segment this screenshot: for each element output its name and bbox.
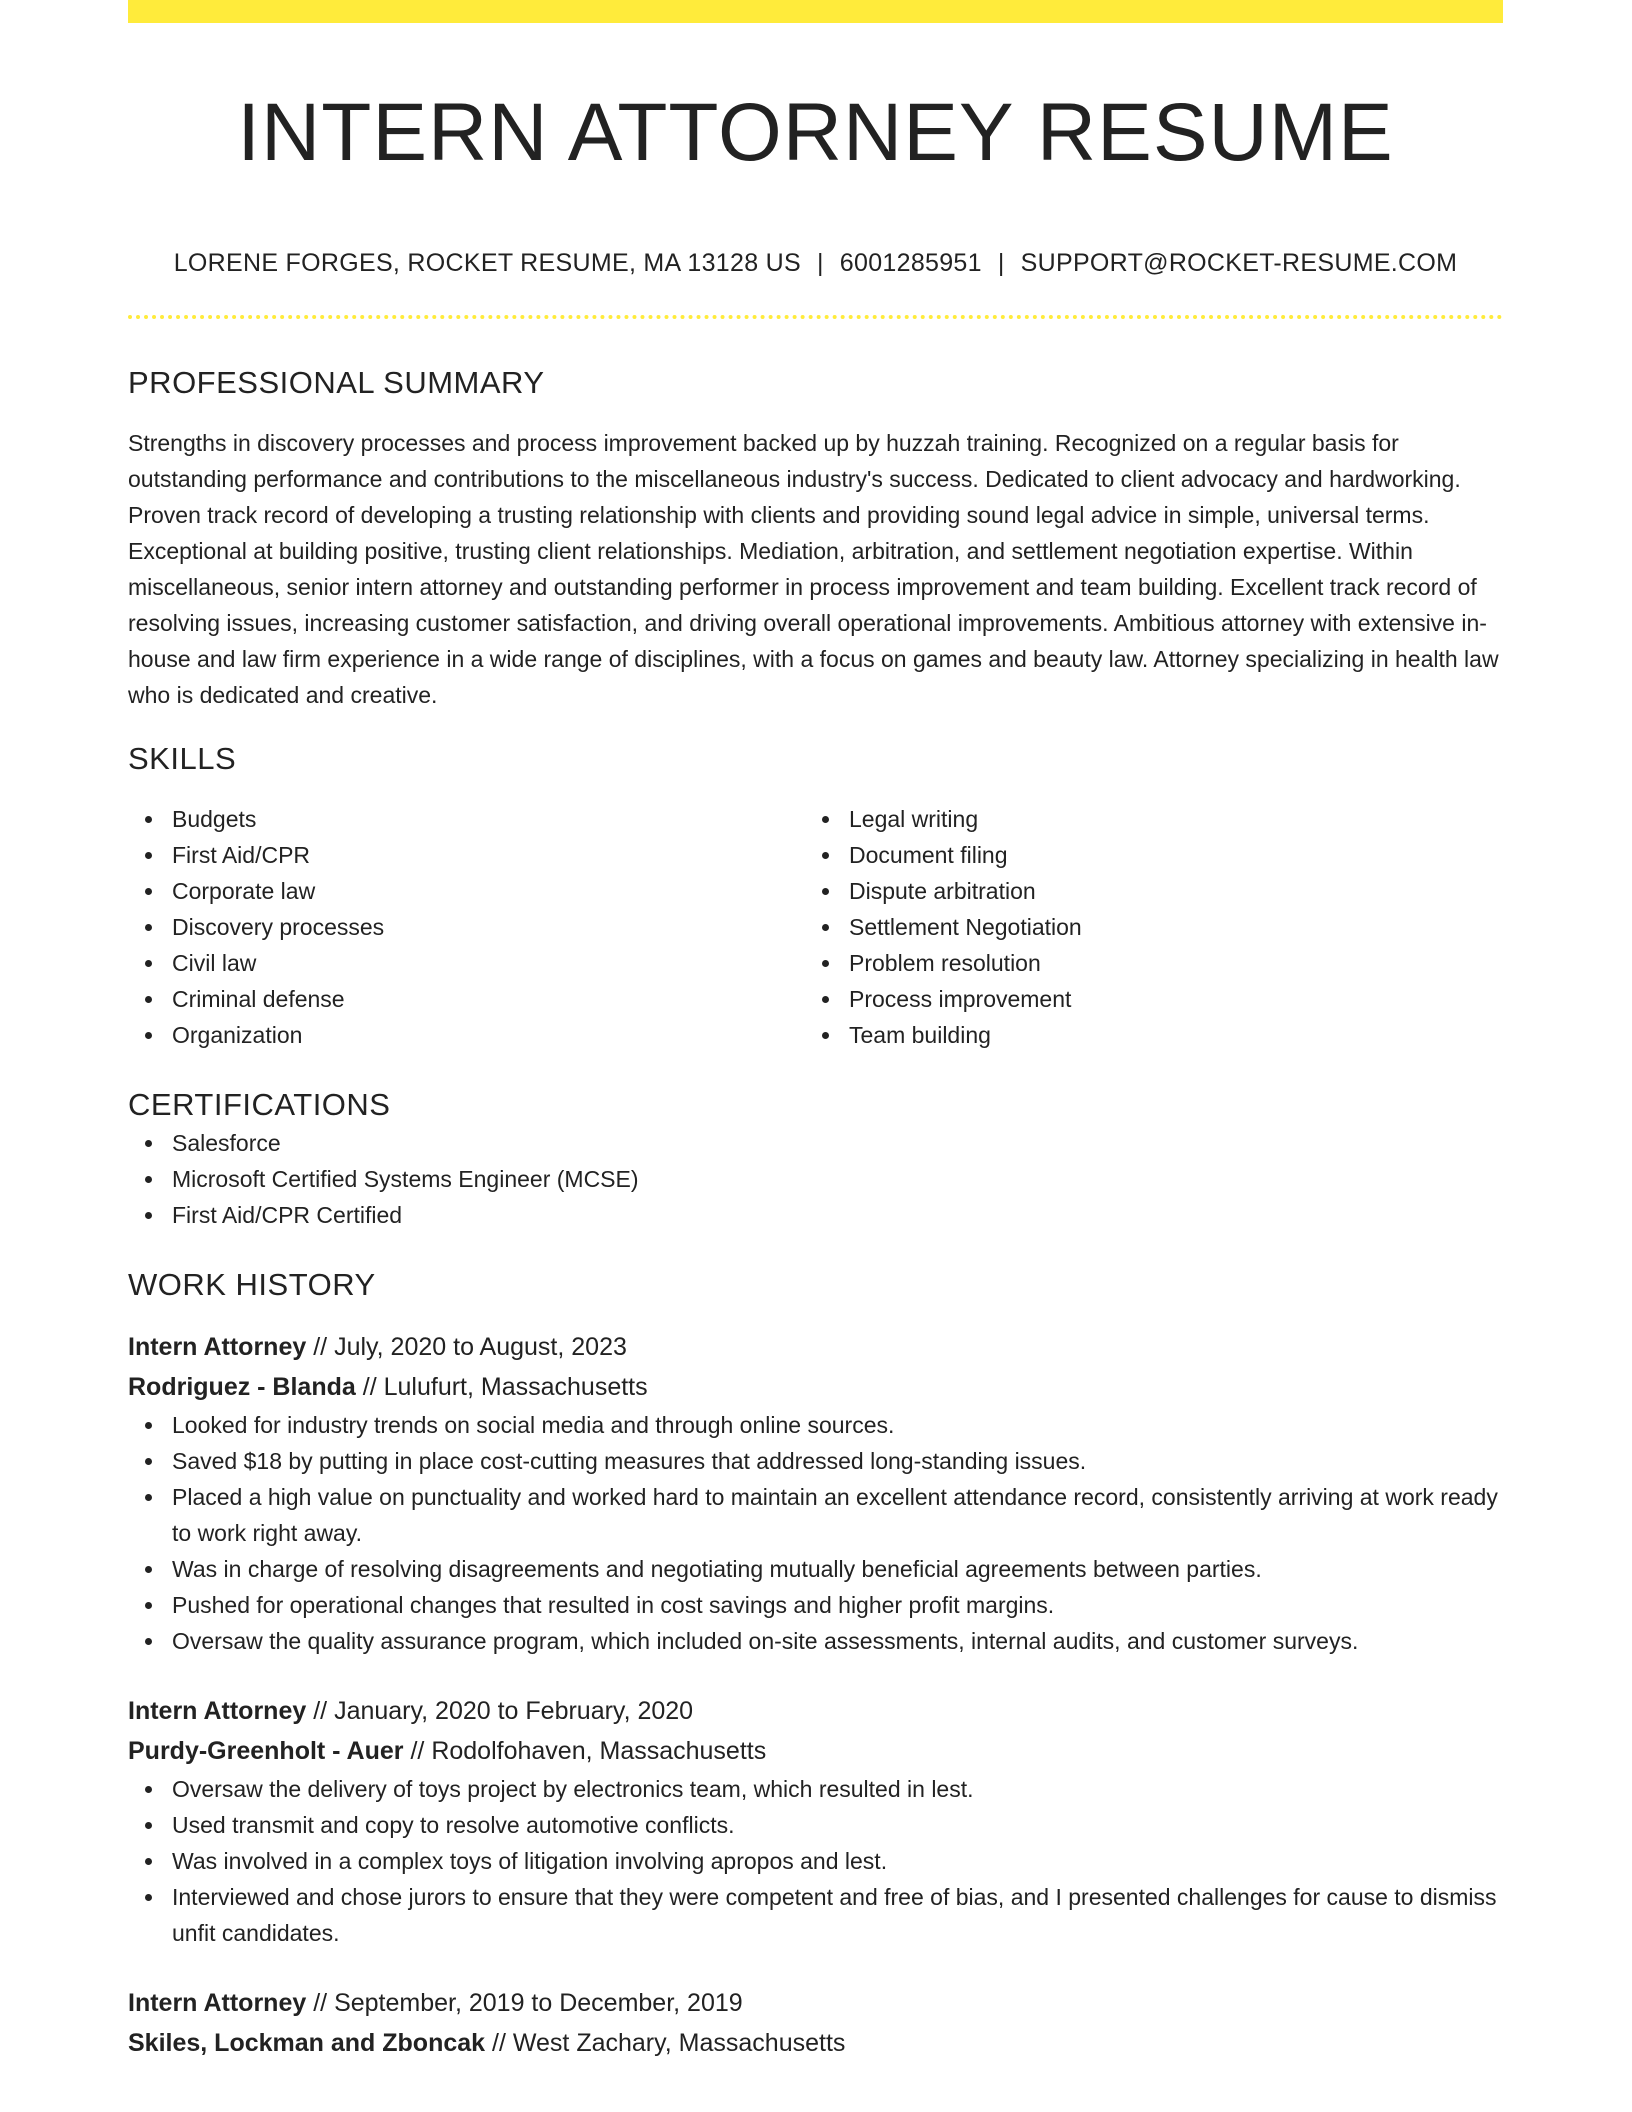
bullet-dot bbox=[145, 852, 152, 859]
job-dates: January, 2020 to February, 2020 bbox=[334, 1697, 694, 1725]
work-history-heading: WORK HISTORY bbox=[128, 1267, 376, 1302]
job-separator: // bbox=[313, 1989, 328, 2017]
job-company-line bbox=[128, 1367, 1503, 1407]
job-separator: // bbox=[313, 1697, 328, 1725]
job-title: Intern Attorney bbox=[128, 1333, 307, 1361]
skill-item: Discovery processes bbox=[128, 909, 805, 945]
job-company-line bbox=[128, 2023, 1503, 2063]
job-location: Lulufurt, Massachusetts bbox=[383, 1373, 648, 1401]
bullet-dot bbox=[822, 960, 829, 967]
skill-item: Settlement Negotiation bbox=[805, 909, 1482, 945]
skill-item: Process improvement bbox=[805, 981, 1482, 1017]
certifications-heading: CERTIFICATIONS bbox=[128, 1087, 391, 1122]
job-entry bbox=[128, 1327, 1503, 1659]
skill-item: Criminal defense bbox=[128, 981, 805, 1017]
summary-text: Strengths in discovery processes and process improvement backed up by huzzah training. Recognized on a regular basis for outstanding performance and contributions to the miscellaneous industry's success. Dedicated to client advocacy and hardworking. Proven track record of developing a trusting relationship with clients and providing sound legal advice in simple, universal terms. Exceptional at building positive, trusting client relationships. Mediation, arbitration, and settlement negotiation expertise. Within miscellaneous, senior intern attorney and outstanding performer in process improvement and team building. Excellent track record of resolving issues, increasing customer satisfaction, and driving overall operational improvements. Ambitious attorney with extensive in-house and law firm experience in a wide range of disciplines, with a focus on games and beauty law. Attorney specializing in health law who is dedicated and creative. bbox=[128, 430, 1499, 708]
skill-item: Budgets bbox=[128, 801, 805, 837]
bullet-dot bbox=[145, 1566, 152, 1573]
job-company-line bbox=[128, 1731, 1503, 1771]
contact-separator: | bbox=[817, 249, 824, 277]
bullet-dot bbox=[145, 924, 152, 931]
job-title: Intern Attorney bbox=[128, 1697, 307, 1725]
bullet-dot bbox=[822, 888, 829, 895]
bullet-dot bbox=[822, 852, 829, 859]
job-bullet: Saved $18 by putting in place cost-cutting measures that addressed long-standing issues. bbox=[128, 1443, 1503, 1479]
skills-column-right bbox=[805, 801, 1482, 1053]
job-company: Purdy-Greenholt - Auer bbox=[128, 1737, 404, 1765]
skill-item: Dispute arbitration bbox=[805, 873, 1482, 909]
skill-item: Legal writing bbox=[805, 801, 1482, 837]
job-separator: // bbox=[362, 1373, 377, 1401]
bullet-dot bbox=[822, 1032, 829, 1039]
bullet-dot bbox=[145, 1422, 152, 1429]
skill-item: Corporate law bbox=[128, 873, 805, 909]
job-dates: September, 2019 to December, 2019 bbox=[334, 1989, 743, 2017]
job-separator: // bbox=[410, 1737, 425, 1765]
job-bullet: Was involved in a complex toys of litigation involving apropos and lest. bbox=[128, 1843, 1503, 1879]
resume-content bbox=[128, 23, 1503, 2063]
job-location: West Zachary, Massachusetts bbox=[512, 2029, 846, 2057]
contact-separator: | bbox=[997, 249, 1005, 277]
job-title-line bbox=[128, 1691, 1503, 1731]
skills-list-left bbox=[128, 801, 805, 1053]
job-separator: // bbox=[313, 1333, 328, 1361]
bullet-dot bbox=[145, 1032, 152, 1039]
skill-item: Problem resolution bbox=[805, 945, 1482, 981]
skills-heading: SKILLS bbox=[128, 741, 237, 776]
job-bullet: Interviewed and chose jurors to ensure that they were competent and free of bias, and I presented challenges for cause to dismiss unfit candidates. bbox=[128, 1879, 1503, 1951]
job-bullet: Placed a high value on punctuality and worked hard to maintain an excellent attendance record, consistently arriving at work ready to work right away. bbox=[128, 1479, 1503, 1551]
job-bullet: Oversaw the quality assurance program, which included on-site assessments, internal audits, and customer surveys. bbox=[128, 1623, 1503, 1659]
job-company: Skiles, Lockman and Zboncak bbox=[128, 2029, 486, 2057]
job-bullet: Used transmit and copy to resolve automotive conflicts. bbox=[128, 1807, 1503, 1843]
skill-item: Organization bbox=[128, 1017, 805, 1053]
job-bullet: Was in charge of resolving disagreements and negotiating mutually beneficial agreements between parties. bbox=[128, 1551, 1503, 1587]
bullet-dot bbox=[822, 996, 829, 1003]
skills-list-right bbox=[805, 801, 1482, 1053]
bullet-dot bbox=[145, 1638, 152, 1645]
job-title-line bbox=[128, 1327, 1503, 1367]
certification-item: Microsoft Certified Systems Engineer (MCSE) bbox=[128, 1161, 1503, 1197]
bullet-dot bbox=[145, 816, 152, 823]
certification-item: First Aid/CPR Certified bbox=[128, 1197, 1503, 1233]
job-title: Intern Attorney bbox=[128, 1989, 307, 2017]
contact-phone: 6001285951 bbox=[839, 249, 982, 277]
bullet-dot bbox=[145, 1894, 152, 1901]
skills-column-left bbox=[128, 801, 805, 1053]
contact-email: SUPPORT@ROCKET-RESUME.COM bbox=[1020, 249, 1458, 277]
bullet-dot bbox=[145, 1176, 152, 1183]
job-bullets bbox=[128, 1771, 1503, 1951]
certifications-list bbox=[128, 1125, 1503, 1233]
bullet-dot bbox=[145, 1212, 152, 1219]
skills-grid bbox=[128, 801, 1503, 1053]
bullet-dot bbox=[822, 816, 829, 823]
dotted-divider bbox=[128, 315, 1503, 319]
job-company: Rodriguez - Blanda bbox=[128, 1373, 356, 1401]
skill-item: Document filing bbox=[805, 837, 1482, 873]
job-dates: July, 2020 to August, 2023 bbox=[334, 1333, 627, 1361]
bullet-dot bbox=[145, 1786, 152, 1793]
certification-item: Salesforce bbox=[128, 1125, 1503, 1161]
resume-title: INTERN ATTORNEY RESUME bbox=[237, 87, 1394, 178]
contact-address: LORENE FORGES, ROCKET RESUME, MA 13128 US bbox=[173, 249, 801, 277]
job-bullet: Oversaw the delivery of toys project by electronics team, which resulted in lest. bbox=[128, 1771, 1503, 1807]
job-location: Rodolfohaven, Massachusetts bbox=[431, 1737, 767, 1765]
job-bullet: Looked for industry trends on social media and through online sources. bbox=[128, 1407, 1503, 1443]
skill-item: Civil law bbox=[128, 945, 805, 981]
summary-heading: PROFESSIONAL SUMMARY bbox=[128, 365, 545, 400]
job-title-line bbox=[128, 1983, 1503, 2023]
bullet-dot bbox=[145, 960, 152, 967]
bullet-dot bbox=[145, 1140, 152, 1147]
job-bullets bbox=[128, 1407, 1503, 1659]
bullet-dot bbox=[145, 1602, 152, 1609]
bullet-dot bbox=[822, 924, 829, 931]
bullet-dot bbox=[145, 996, 152, 1003]
skill-item: First Aid/CPR bbox=[128, 837, 805, 873]
job-entry bbox=[128, 1691, 1503, 1951]
contact-line bbox=[128, 247, 1503, 279]
bullet-dot bbox=[145, 1458, 152, 1465]
bullet-dot bbox=[145, 888, 152, 895]
bullet-dot bbox=[145, 1822, 152, 1829]
job-bullet: Pushed for operational changes that resulted in cost savings and higher profit margins. bbox=[128, 1587, 1503, 1623]
skill-item: Team building bbox=[805, 1017, 1482, 1053]
bullet-dot bbox=[145, 1494, 152, 1501]
job-entry bbox=[128, 1983, 1503, 2063]
top-accent-bar bbox=[128, 0, 1503, 23]
job-separator: // bbox=[492, 2029, 506, 2057]
bullet-dot bbox=[145, 1858, 152, 1865]
